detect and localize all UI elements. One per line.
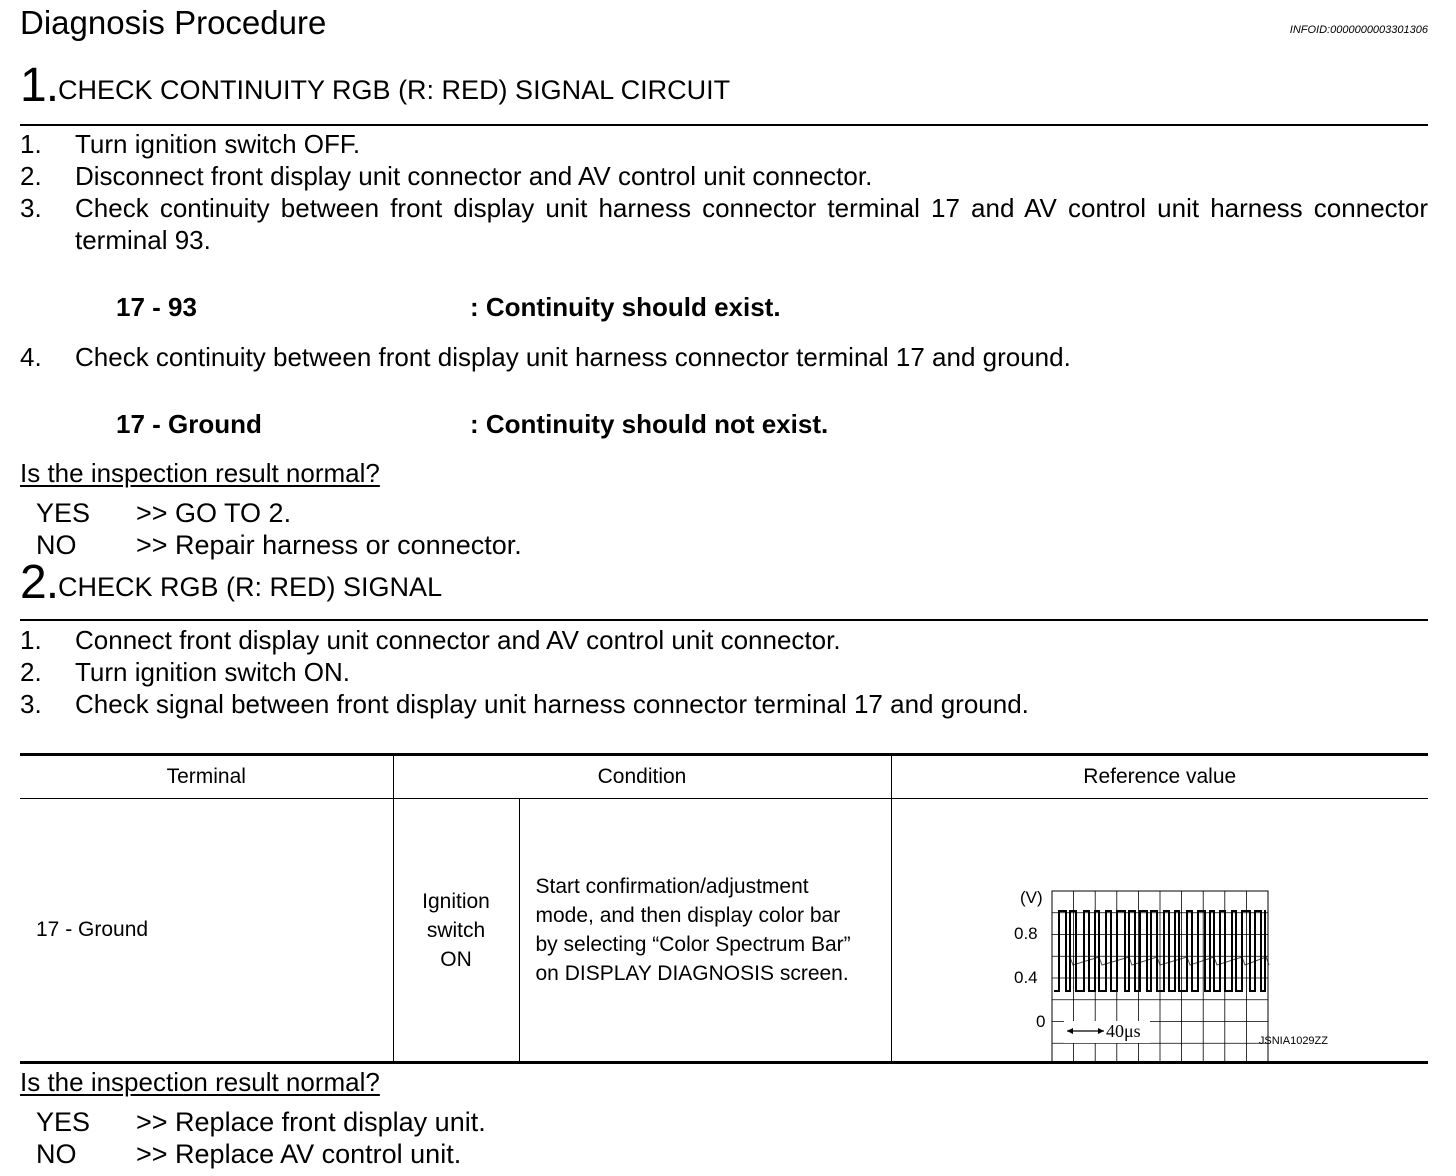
step1-yes-action[interactable]: >> GO TO 2. — [136, 498, 292, 528]
step2-item-1-text: Connect front display unit connector and AV control unit connector. — [75, 625, 841, 655]
condition-switch-line: switch — [426, 918, 486, 942]
step2-number: 2. — [20, 556, 59, 609]
header-reference: Reference value — [891, 755, 1428, 799]
waveform-tick-04: 0.4 — [1013, 968, 1038, 987]
step1-item-4-number: 4. — [20, 342, 42, 372]
cell-reference-value — [891, 799, 1428, 1063]
step1-item-1-text: Turn ignition switch OFF. — [75, 129, 361, 159]
step2-no-action[interactable]: >> Replace AV control unit. — [136, 1139, 462, 1169]
cell-condition-switch — [393, 799, 519, 1063]
step2-item-3 — [20, 688, 1029, 720]
table-row — [20, 799, 1428, 1063]
spec-17-ground-value: : Continuity should not exist. — [470, 409, 829, 439]
waveform-unit-label: (V) — [1019, 888, 1043, 907]
waveform-time-label: 40μs — [1105, 1021, 1141, 1041]
step1-no-action[interactable]: >> Repair harness or connector. — [136, 530, 522, 560]
condition-mode-line: Start confirmation/adjustment — [535, 875, 809, 898]
step2-title: CHECK RGB (R: RED) SIGNAL — [58, 572, 443, 602]
step2-no-label: NO — [36, 1139, 77, 1169]
page-title: Diagnosis Procedure — [20, 4, 327, 41]
step1-yes-label: YES — [36, 498, 91, 528]
step2-item-2-number: 2. — [20, 657, 42, 687]
waveform-tick-0: 0 — [1035, 1012, 1045, 1031]
cell-terminal: 17 - Ground — [20, 799, 393, 1063]
step2-item-1-number: 1. — [20, 625, 42, 655]
spec-17-93-label: 17 - 93 — [116, 292, 197, 322]
step1-heading — [20, 59, 731, 112]
reference-table — [20, 753, 1428, 1064]
info-id: INFOID:0000000003301306 — [1289, 24, 1428, 36]
step1-question: Is the inspection result normal? — [20, 458, 380, 488]
step1-item-1-number: 1. — [20, 129, 42, 159]
step2-item-2 — [20, 656, 350, 688]
step1-item-3-text: Check continuity between front display unit harness connector terminal 17 and AV control unit harness connector terminal 93. — [75, 193, 1428, 255]
step2-divider — [20, 619, 1428, 621]
spec-17-93-value: : Continuity should exist. — [470, 292, 781, 322]
step2-item-1 — [20, 624, 841, 656]
header-condition: Condition — [393, 755, 891, 799]
step1-item-1 — [20, 128, 360, 160]
waveform-tick-08: 0.8 — [1013, 924, 1038, 943]
condition-mode-line: mode, and then display color bar — [535, 904, 841, 927]
step2-question: Is the inspection result normal? — [20, 1067, 380, 1097]
waveform-figure — [892, 799, 1429, 1061]
step2-item-3-number: 3. — [20, 689, 42, 719]
step2-item-2-text: Turn ignition switch ON. — [75, 657, 351, 687]
step2-yes-label: YES — [36, 1107, 91, 1137]
waveform-svg — [892, 799, 1429, 1061]
step1-item-4-text: Check continuity between front display unit harness connector terminal 17 and ground. — [75, 342, 1071, 372]
header-terminal: Terminal — [20, 755, 393, 799]
step1-item-3 — [20, 192, 1428, 256]
step1-no-label: NO — [36, 530, 77, 560]
condition-switch-line: Ignition — [422, 889, 490, 913]
step1-item-2 — [20, 160, 872, 192]
spec-17-ground-label: 17 - Ground — [116, 409, 262, 439]
condition-mode-line: on DISPLAY DIAGNOSIS screen. — [535, 962, 849, 985]
step2-item-3-text: Check signal between front display unit harness connector terminal 17 and ground. — [75, 689, 1029, 719]
step1-number: 1. — [20, 59, 59, 112]
step1-item-2-number: 2. — [20, 161, 42, 191]
figure-caption: JSNIA1029ZZ — [1258, 1035, 1328, 1047]
step1-item-3-number: 3. — [20, 193, 42, 223]
step1-title: CHECK CONTINUITY RGB (R: RED) SIGNAL CIRCUIT — [58, 75, 731, 105]
step2-heading — [20, 556, 443, 609]
cell-condition-mode — [519, 799, 891, 1063]
condition-switch-line: ON — [440, 947, 472, 971]
step1-divider — [20, 124, 1428, 126]
step1-item-2-text: Disconnect front display unit connector and AV control unit connector. — [75, 161, 873, 191]
table-header-row — [20, 755, 1428, 799]
step1-item-4 — [20, 341, 1071, 373]
step2-yes-action[interactable]: >> Replace front display unit. — [136, 1107, 486, 1137]
condition-mode-line: by selecting “Color Spectrum Bar” — [535, 933, 851, 956]
